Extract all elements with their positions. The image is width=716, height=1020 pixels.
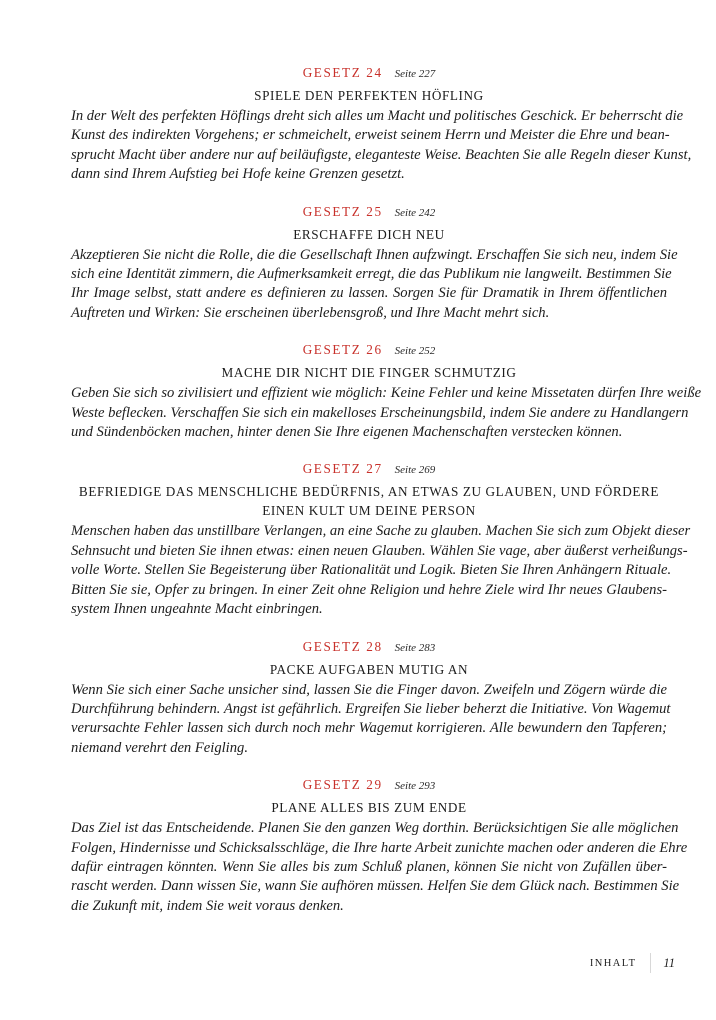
law-title-line: ERSCHAFFE DICH NEU (293, 226, 445, 242)
law-summary (71, 107, 692, 185)
table-of-contents-page (71, 64, 702, 934)
law-title (71, 363, 667, 382)
summary-line: Das Ziel ist das Entscheidende. Planen Sie den ganzen Weg dorthin. Berücksichtigen Sie alle möglichen (71, 820, 679, 837)
law-page-reference[interactable]: Seite 242 (394, 206, 436, 219)
summary-line: Bitten Sie sie, Opfer zu bringen. In einer Zeit ohne Religion und hehre Ziele wird Ihr neues Glaubens- (71, 581, 667, 598)
law-title (71, 482, 667, 520)
law-number: GESETZ 28 (302, 638, 383, 654)
law-page-reference[interactable]: Seite 269 (394, 464, 436, 477)
summary-line: Weste beflecken. Verschaffen Sie sich ein makelloses Erscheinungsbild, indem Sie andere zu Handlangern (71, 404, 689, 421)
law-entry-25 (71, 203, 678, 324)
law-page-reference[interactable]: Seite 252 (394, 345, 436, 358)
summary-line: Kunst des indirekten Vorgehens; er schmeichelt, erweist seinem Herrn und Meister die Ehre und bean- (71, 127, 670, 144)
summary-line: Ihr Image selbst, statt andere es definieren zu lassen. Sorgen Sie für Dramatik in Ihrem öffentlichen (71, 285, 667, 302)
law-entry-26 (71, 341, 702, 442)
law-summary (71, 819, 688, 916)
law-entry-24 (71, 64, 692, 185)
law-title-line: PACKE AUFGABEN MUTIG AN (269, 661, 469, 677)
law-title (71, 798, 667, 817)
summary-line: dafür eintragen könnten. Wenn Sie alles bis zum Schluß planen, können Sie nicht von Zufällen über- (71, 858, 667, 875)
page-footer (560, 952, 680, 974)
law-title-line: BEFRIEDIGE DAS MENSCHLICHE BEDÜRFNIS, AN ETWAS ZU GLAUBEN, UND FÖRDERE (78, 484, 660, 500)
law-entry-29 (71, 776, 688, 916)
summary-line: volle Worte. Stellen Sie Begeisterung über Rationalität und Logik. Bieten Sie Ihren Anhängern Rituale. (71, 562, 672, 579)
summary-line: niemand verehrt den Feigling. (71, 739, 248, 756)
law-heading (71, 341, 667, 359)
law-title-line: SPIELE DEN PERFEKTEN HÖFLING (254, 88, 484, 103)
summary-line: In der Welt des perfekten Höflings dreht sich alles um Macht und politisches Geschick. Er beherrscht die (71, 108, 684, 124)
law-summary (71, 246, 678, 324)
law-heading (71, 776, 667, 794)
page-number: 11 (663, 955, 675, 970)
summary-line: Akzeptieren Sie nicht die Rolle, die die Gesellschaft Ihnen aufzwingt. Erschaffen Sie sich neu, indem Sie (71, 246, 678, 263)
footer-divider (650, 953, 651, 973)
law-title (71, 660, 667, 679)
law-heading (71, 203, 667, 221)
summary-line: und Sündenböcken machen, hinter denen Sie Ihre eigenen Machenschaften verstecken können. (71, 424, 623, 441)
law-page-reference[interactable]: Seite 283 (394, 641, 436, 654)
summary-line: sich eine Identität zimmern, die Aufmerksamkeit erregt, die das Publikum nie langweilt. Bestimmen Sie (71, 266, 672, 283)
law-title (71, 86, 667, 105)
summary-line: system Ihnen ungeahnte Macht einbringen. (71, 601, 323, 618)
summary-line: Sehnsucht und bieten Sie ihnen etwas: einen neuen Glauben. Wählen Sie vage, aber äußerst verheißungs- (71, 542, 688, 559)
law-entry-27 (71, 460, 691, 619)
summary-line: rascht werden. Dann wissen Sie, wann Sie aufhören müssen. Helfen Sie dem Glück nach. Bestimmen Sie (71, 878, 680, 895)
law-entry-28 (71, 638, 671, 759)
law-page-reference[interactable]: Seite 293 (394, 780, 436, 793)
law-title-line: EINEN KULT UM DEINE PERSON (262, 503, 476, 519)
law-title-line: PLANE ALLES BIS ZUM ENDE (271, 800, 467, 816)
law-heading (71, 460, 667, 478)
summary-line: Durchführung behindern. Angst ist gefährlich. Ergreifen Sie lieber beherzt die Initiative. Von Wagemut (71, 700, 671, 717)
summary-line: dann sind Ihrem Aufstieg bei Hofe keine Grenzen gesetzt. (71, 166, 405, 183)
law-title-line: MACHE DIR NICHT DIE FINGER SCHMUTZIG (221, 365, 517, 381)
law-title (71, 225, 667, 244)
law-heading (71, 638, 667, 656)
law-page-reference[interactable]: Seite 227 (394, 68, 436, 80)
law-number: GESETZ 24 (302, 65, 383, 80)
law-summary (71, 384, 702, 442)
summary-line: verursachte Fehler lassen sich durch noch mehr Wagemut korrigieren. Alle bewundern den Tapferen; (71, 720, 667, 737)
law-summary (71, 681, 671, 759)
law-number: GESETZ 27 (302, 461, 383, 477)
law-number: GESETZ 29 (302, 777, 383, 793)
law-number: GESETZ 26 (302, 342, 383, 358)
law-summary (71, 522, 691, 619)
summary-line: Wenn Sie sich einer Sache unsicher sind, lassen Sie die Finger davon. Zweifeln und Zögern würde die (71, 681, 667, 698)
law-heading (71, 64, 667, 82)
summary-line: sprucht Macht über andere nur auf beiläufigste, eleganteste Weise. Beachten Sie alle Regeln dieser Kunst, (71, 146, 692, 163)
law-number: GESETZ 25 (302, 203, 383, 219)
summary-line: Menschen haben das unstillbare Verlangen, an eine Sache zu glauben. Machen Sie sich zum Objekt dieser (71, 523, 691, 540)
summary-line: Geben Sie sich so zivilisiert und effizient wie möglich: Keine Fehler und keine Missetaten dürfen Ihre weiße (71, 385, 702, 402)
footer-section-label: INHALT (589, 957, 637, 969)
summary-line: Folgen, Hindernisse und Schicksalsschläge, die Ihre harte Arbeit zunichte machen oder anderen die Ehre (71, 839, 688, 856)
summary-line: die Zukunft mit, indem Sie weit voraus denken. (71, 897, 344, 914)
summary-line: Auftreten und Wirken: Sie erscheinen überlebensgroß, und Ihre Macht mehrt sich. (71, 304, 550, 321)
